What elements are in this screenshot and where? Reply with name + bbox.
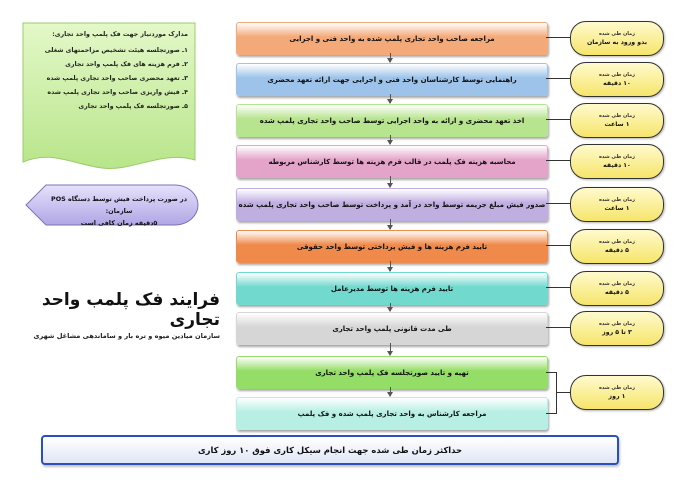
bracket-connector [556, 392, 570, 393]
document-item: ۴ـ فیش واریزی صاحب واحد تجاری پلمپ شده [47, 89, 188, 96]
duration-connector [546, 37, 570, 38]
process-step: مراجعه صاحب واحد تجاری پلمپ شده به واحد فنی و اجرایی [236, 22, 548, 55]
required-documents-note [22, 22, 196, 176]
organization-subtitle: سازمان میادین میوه و تره بار و ساماندهی مشاغل شهری [33, 332, 220, 340]
duration-value: ۱ ساعت [604, 204, 630, 212]
duration-label: زمان طی شده [598, 384, 636, 391]
flow-arrow [390, 94, 391, 103]
duration-value: ۵ دقیقه [605, 246, 629, 254]
documents-title: مدارک موردنیاز جهت فک پلمپ واحد تجاری: [52, 31, 188, 38]
duration-badge [570, 144, 664, 179]
duration-value: بدو ورود به سازمان [586, 38, 648, 46]
duration-connector [546, 327, 570, 328]
process-step: راهنمایی توسط کارشناسان واحد فنی و اجرایی جهت ارائه تعهد محضری [236, 63, 548, 96]
duration-value: ۳ تا ۵ روز [602, 328, 632, 336]
process-step: اخذ تعهد محضری و ارائه به واحد اجرایی توسط صاحب واحد تجاری پلمپ شده [236, 104, 548, 137]
pos-note-line1: در صورت پرداخت فیش توسط دستگاه POS سازمان: [51, 195, 187, 215]
process-step: طی مدت قانونی پلمپ واحد تجاری [236, 312, 548, 345]
duration-label: زمان طی شده [598, 320, 636, 327]
pos-note-line2: ۵دقیقه زمان کافی است [80, 219, 158, 227]
duration-value: ۱ ساعت [604, 120, 630, 128]
duration-badge [570, 62, 664, 97]
duration-badge [570, 187, 664, 222]
flow-arrow [390, 176, 391, 187]
duration-badge [570, 21, 664, 56]
duration-label: زمان طی شده [598, 280, 636, 287]
duration-badge [570, 103, 664, 138]
duration-badge [570, 311, 664, 346]
duration-connector [546, 119, 570, 120]
duration-label: زمان طی شده [598, 71, 636, 78]
flow-arrow [390, 343, 391, 355]
step-group-bracket [546, 372, 557, 414]
duration-badge [570, 229, 664, 264]
duration-label: زمان طی شده [598, 30, 636, 37]
duration-connector [546, 78, 570, 79]
flow-arrow [390, 135, 391, 144]
flow-arrow [390, 261, 391, 271]
duration-label: زمان طی شده [598, 238, 636, 245]
duration-label: زمان طی شده [598, 196, 636, 203]
document-item: ۱ـ صورتجلسه هیئت تشخیص مزاحمتهای شغلی [44, 47, 188, 54]
process-step: صدور فیش مبلغ جریمه توسط واحد در آمد و پرداخت توسط صاحب واحد تجاری پلمپ شده [236, 188, 548, 221]
document-item: ۲ـ فرم هزینه های فک پلمپ واحد تجاری [65, 61, 188, 68]
duration-label: زمان طی شده [598, 112, 636, 119]
process-step: تایید فرم هزینه ها توسط مدیرعامل [236, 272, 548, 305]
duration-value: ۵ دقیقه [605, 288, 629, 296]
document-item: ۵ـ صورتجلسه فک پلمپ واحد تجاری [78, 103, 188, 110]
duration-value: ۱ روز [608, 392, 626, 400]
duration-label: زمان طی شده [598, 153, 636, 160]
duration-connector [546, 287, 570, 288]
flow-arrow [390, 53, 391, 62]
page-title: فرایند فک پلمب واحد تجاری [41, 290, 220, 330]
process-step: مراجعه کارشناس به واحد تجاری پلمپ شده و فک پلمپ [236, 397, 548, 430]
max-duration-banner: حداکثر زمان طی شده جهت انجام سیکل کاری فوق ۱۰ روز کاری [41, 435, 619, 465]
process-step: تایید فرم هزینه ها و فیش پرداختی توسط واحد حقوقی [236, 230, 548, 263]
duration-connector [546, 160, 570, 161]
duration-value: ۱۰ دقیقه [603, 79, 631, 87]
duration-connector [546, 245, 570, 246]
flow-arrow [390, 387, 391, 396]
duration-value: ۱۰ دقیقه [603, 161, 631, 169]
duration-badge [570, 271, 664, 306]
document-item: ۳ـ تعهد محضری صاحب واحد تجاری پلمپ شده [46, 75, 188, 82]
duration-connector [546, 203, 570, 204]
flow-arrow [390, 303, 391, 311]
process-step: محاسبه هزینه فک پلمب در قالب فرم هزینه ها توسط کارشناس مربوطه [236, 145, 548, 178]
process-step: تهیه و تایید صورتجلسه فک پلمپ واحد تجاری [236, 356, 548, 389]
pos-payment-note [24, 183, 200, 227]
flow-arrow [390, 219, 391, 229]
duration-badge [570, 375, 664, 410]
